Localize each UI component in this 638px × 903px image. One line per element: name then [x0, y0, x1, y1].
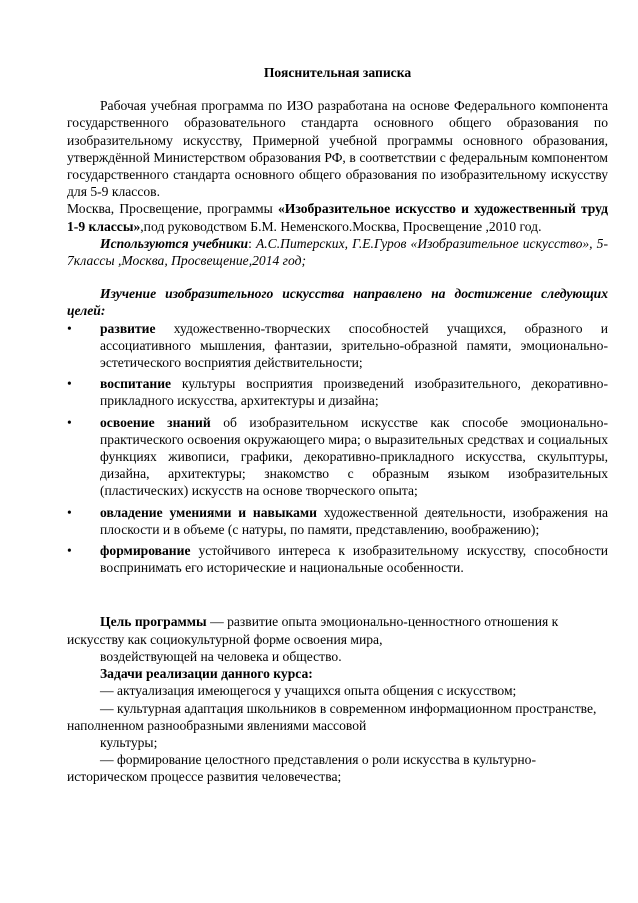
intro-paragraph: [67, 97, 608, 235]
goal-text: устойчивого интереса к изобразительному искусству, способности воспринимать его исторические и национальные особенности.: [100, 543, 608, 576]
bullet-icon: •: [67, 376, 72, 392]
textbooks-line: [67, 235, 608, 269]
goal-text: культуры восприятия произведений изобразительного, декоративно-прикладного искусства, архитектуры и дизайна;: [100, 376, 608, 409]
bullet-icon: •: [67, 320, 72, 336]
tasks-heading: Задачи реализации данного курса:: [100, 666, 313, 682]
bullet-icon: •: [67, 504, 72, 520]
goals-intro: Изучение изобразительного искусства направлено на достижение следующих целей:: [67, 286, 608, 319]
aim-paragraph: [67, 613, 608, 647]
goal-term: развитие: [100, 320, 156, 336]
program-supervisor: ,под руководством Б.М. Неменского.Москва, Просвещение ,2010 год.: [140, 218, 542, 234]
textbooks-colon: :: [248, 235, 256, 251]
page-title: Пояснительная записка: [263, 65, 412, 80]
list-item: [67, 320, 608, 372]
goal-term: освоение знаний: [100, 414, 211, 430]
intro-text: Рабочая учебная программа по ИЗО разработана на основе Федерального компонента государственного образовательного стандарта основного общего образования по изобразительному искусству, Примерной учебной программы основного образования, утверждённой Министерством образования РФ, в соответствии с федеральным компонентом государственного стандарта основного общего образования по изобразительному искусству для 5-9 классов.: [67, 98, 608, 200]
bullet-icon: •: [67, 543, 72, 559]
list-item: [67, 504, 608, 538]
aim-label: Цель программы: [100, 614, 207, 630]
aim-text-continued: воздействующей на человека и общество.: [100, 648, 342, 664]
goal-text: художественной деятельности, изображения на плоскости и в объеме (с натуры, по памяти, представлению, воображению);: [100, 504, 608, 537]
list-item: [67, 375, 608, 409]
textbooks-label: Используются учебники: [100, 235, 249, 251]
textbooks-value: А.С.Питерских, Г.Е.Гуров «Изобразительное искусство», 5-7классы ,Москва, Просвещение,2014 год;: [67, 235, 608, 269]
aim-text: — развитие опыта эмоционально-ценностного отношения к искусству как социокультурной форме освоения мира,: [67, 614, 559, 647]
publisher-text: Москва, Просвещение, программы: [67, 201, 278, 217]
program-title: «Изобразительное искусство и художественный труд 1-9 классы»: [67, 201, 608, 234]
list-item: [67, 414, 608, 500]
goal-term: воспитание: [100, 376, 172, 392]
task-item: — культурная адаптация школьников в современном информационном пространстве, наполненном разнообразными явлениями массовой: [67, 700, 597, 733]
goal-text: художественно-творческих способностей учащихся, образного и ассоциативного мышления, фантазии, зрительно-образной памяти, эмоционально-эстетического восприятия действительности;: [100, 320, 608, 371]
task-item: — актуализация имеющегося у учащихся опыта общения с искусством;: [100, 683, 517, 699]
goal-term: формирование: [100, 543, 191, 559]
goals-list: [67, 320, 608, 577]
bullet-icon: •: [67, 414, 72, 430]
list-item: [67, 542, 608, 576]
task-item-continued: культуры;: [100, 734, 158, 750]
aim-block: [67, 613, 608, 785]
task-item: — формирование целостного представления о роли искусства в культурно-историческом процессе развития человечества;: [67, 752, 537, 785]
goal-text: об изобразительном искусстве как способе эмоционально-практического освоения окружающего мира; о выразительных средствах и социальных функциях живописи, графики, декоративно-прикладного искусства, скульптуры, дизайна, архитектуры; знакомство с образным языком изобразительных (пластических) искусств на основе творческого опыта;: [100, 414, 608, 499]
goal-term: овладение умениями и навыками: [100, 504, 317, 520]
